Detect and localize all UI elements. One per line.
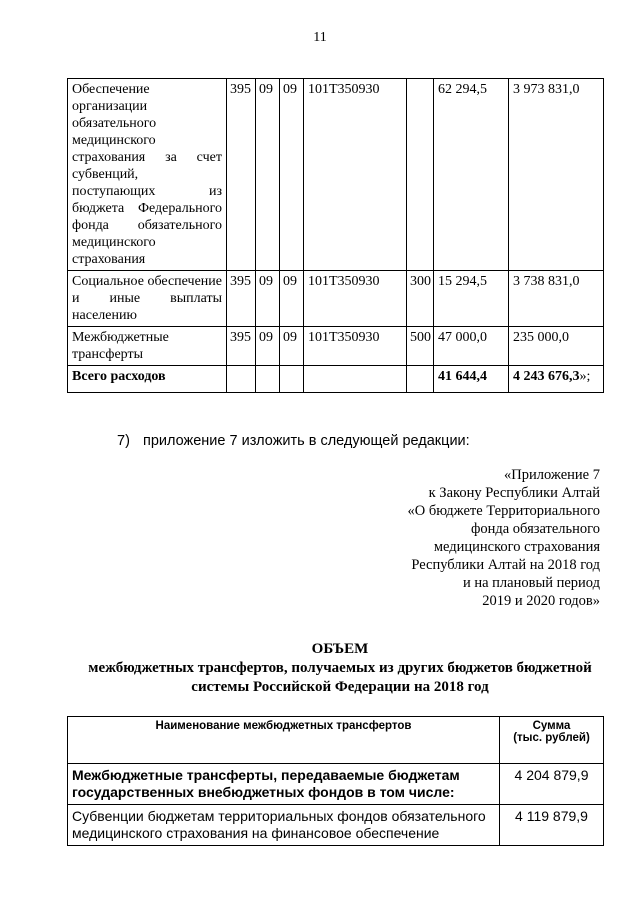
- amount-2: 3 973 831,0: [509, 79, 604, 271]
- header-sum-line: (тыс. рублей): [513, 732, 590, 744]
- section-code: 09: [256, 271, 280, 327]
- appendix-line: к Закону Республики Алтай: [428, 485, 600, 501]
- empty-cell: [227, 366, 256, 393]
- appendix-line: «О бюджете Территориального: [407, 503, 600, 519]
- amount-1: 47 000,0: [434, 327, 509, 366]
- table-row: [68, 805, 604, 846]
- total-row: [68, 366, 604, 393]
- appendix-line: «Приложение 7: [504, 467, 600, 483]
- document-title: [60, 640, 620, 697]
- row-name: Межбюджетные трансферты, передаваемые бюджетам государственных внебюджетных фондов в том числе:: [68, 764, 500, 805]
- page-number: 11: [313, 30, 327, 45]
- list-item-number: 7): [117, 433, 130, 449]
- section-code: 09: [256, 327, 280, 366]
- empty-cell: [407, 366, 434, 393]
- empty-cell: [256, 366, 280, 393]
- appendix-line: Республики Алтай на 2018 год: [411, 557, 600, 573]
- total-amount-2-cell: [509, 366, 604, 393]
- row-name: Субвенции бюджетам территориальных фондов обязательного медицинского страхования на финансовое обеспечение: [68, 805, 500, 846]
- row-sum: 4 204 879,9: [500, 764, 604, 805]
- table-row: [68, 327, 604, 366]
- target-code: 101Т350930: [304, 327, 407, 366]
- expenses-table: [67, 78, 604, 393]
- section-code: 09: [256, 79, 280, 271]
- subsection-code: 09: [280, 79, 304, 271]
- total-suffix: »;: [579, 369, 591, 384]
- type-code: 500: [407, 327, 434, 366]
- amount-2: 235 000,0: [509, 327, 604, 366]
- subsection-code: 09: [280, 327, 304, 366]
- appendix-heading: [407, 466, 600, 610]
- list-item: [117, 433, 470, 449]
- row-name: Социальное обеспечение и иные выплаты населению: [68, 271, 227, 327]
- title-line: системы Российской Федерации на 2018 год: [191, 679, 489, 695]
- admin-code: 395: [227, 79, 256, 271]
- row-name: Межбюджетные трансферты: [68, 327, 227, 366]
- empty-cell: [304, 366, 407, 393]
- transfers-table: [67, 716, 604, 846]
- header-sum-line: Сумма: [532, 720, 571, 732]
- header-sum: [500, 717, 604, 764]
- header-name: Наименование межбюджетных трансфертов: [68, 717, 500, 764]
- table-row: [68, 79, 604, 271]
- appendix-line: фонда обязательного: [470, 521, 600, 537]
- amount-1: 62 294,5: [434, 79, 509, 271]
- type-code: 300: [407, 271, 434, 327]
- appendix-line: медицинского страхования: [433, 539, 600, 555]
- appendix-line: 2019 и 2020 годов»: [482, 593, 600, 609]
- title-line: межбюджетных трансфертов, получаемых из других бюджетов бюджетной: [88, 660, 592, 676]
- admin-code: 395: [227, 271, 256, 327]
- row-name: Обеспечение организации обязательного медицинского страхования за счет субвенций, поступающих из бюджета Федерального фонда обязательного медицинского страхования: [68, 79, 227, 271]
- list-item-text: приложение 7 изложить в следующей редакции:: [143, 433, 470, 449]
- type-code: [407, 79, 434, 271]
- table-row: [68, 764, 604, 805]
- empty-cell: [280, 366, 304, 393]
- subsection-code: 09: [280, 271, 304, 327]
- title-line: ОБЪЕМ: [311, 641, 369, 657]
- amount-2: 3 738 831,0: [509, 271, 604, 327]
- admin-code: 395: [227, 327, 256, 366]
- appendix-line: и на плановый период: [462, 575, 600, 591]
- amount-1: 15 294,5: [434, 271, 509, 327]
- target-code: 101Т350930: [304, 79, 407, 271]
- total-label: Всего расходов: [68, 366, 227, 393]
- table-header-row: [68, 717, 604, 764]
- total-amount-2: 4 243 676,3: [513, 369, 580, 384]
- target-code: 101Т350930: [304, 271, 407, 327]
- table-row: [68, 271, 604, 327]
- row-sum: 4 119 879,9: [500, 805, 604, 846]
- total-amount-1: 41 644,4: [434, 366, 509, 393]
